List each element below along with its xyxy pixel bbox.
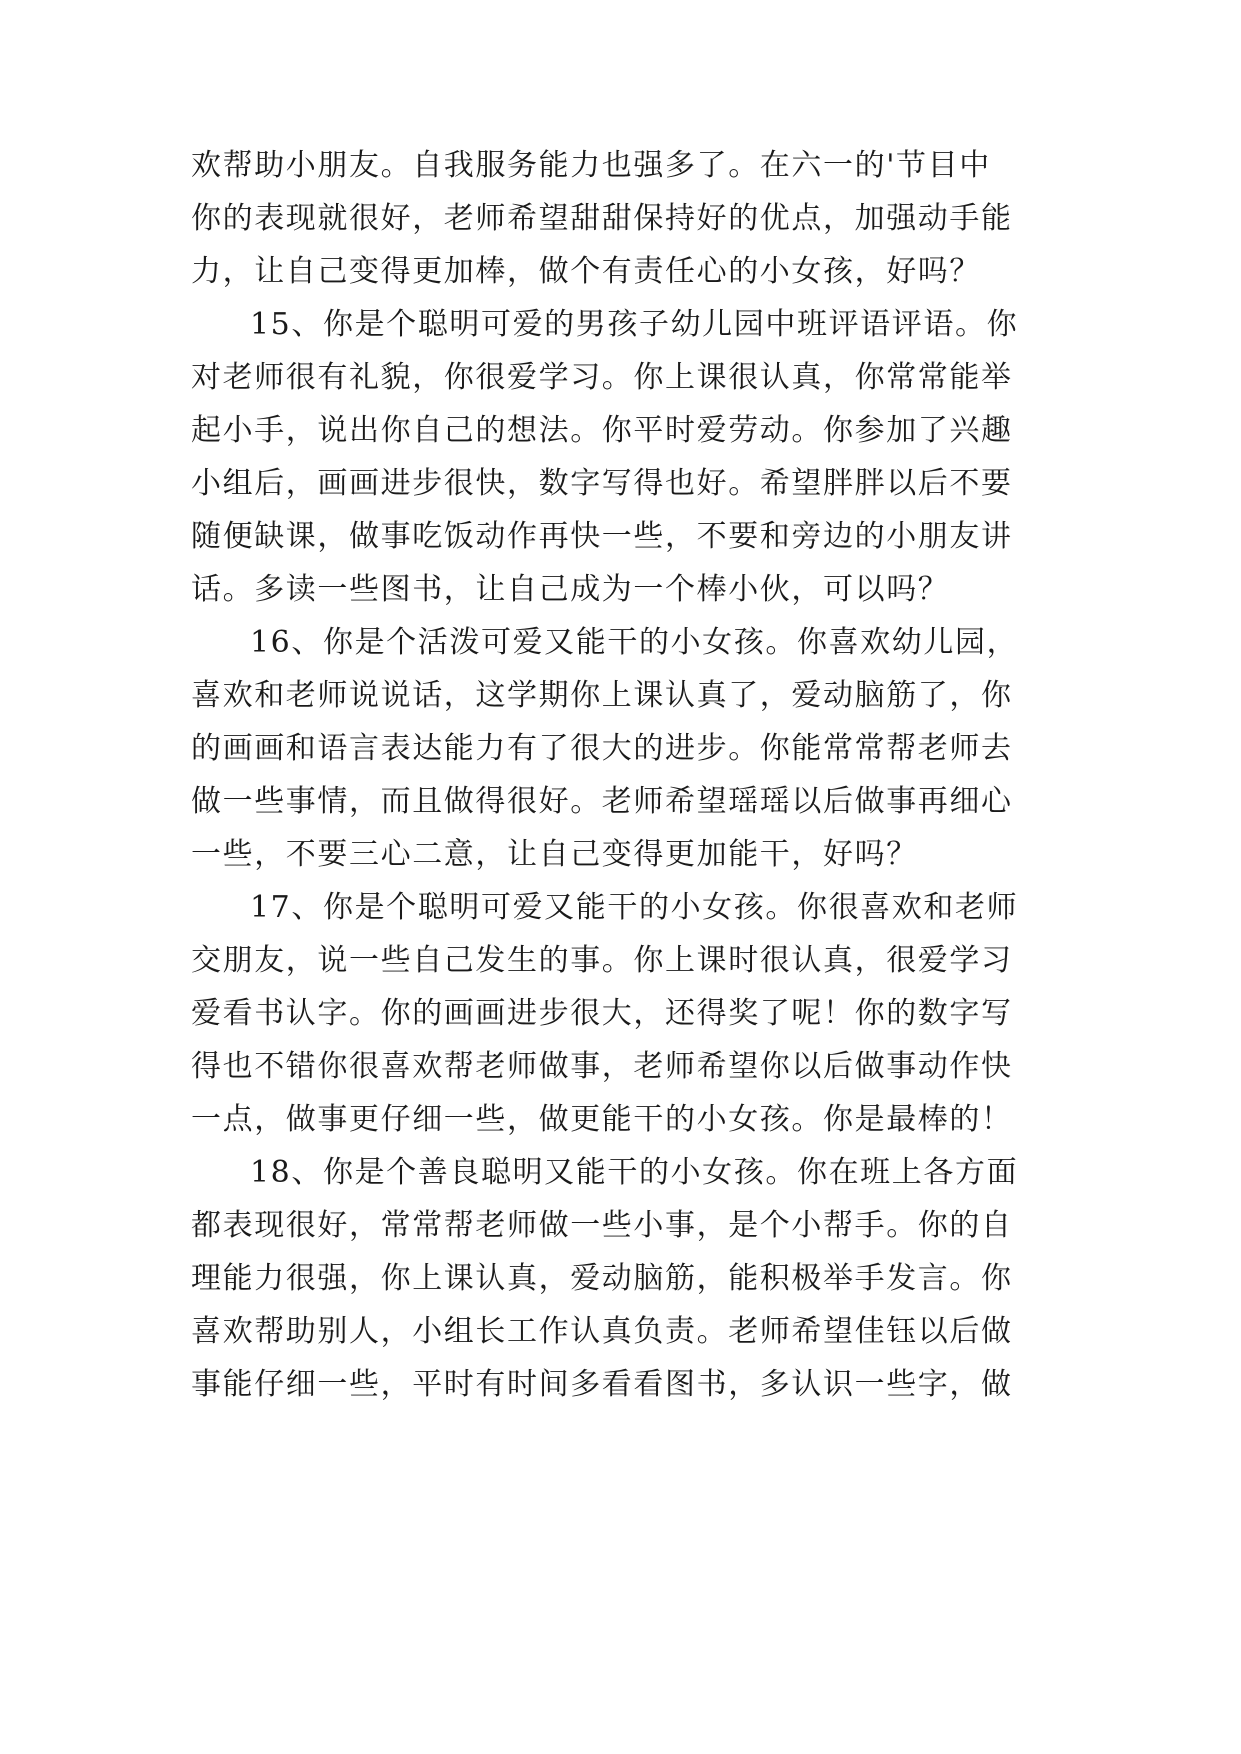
text-line: 一些，不要三心二意，让自己变得更加能干，好吗？ (191, 837, 918, 872)
text-line: 喜欢和老师说说话，这学期你上课认真了，爱动脑筋了，你 (191, 678, 1013, 713)
text-line: 的画画和语言表达能力有了很大的进步。你能常常帮老师去 (191, 731, 1013, 766)
text-line: 你的表现就很好，老师希望甜甜保持好的优点，加强动手能 (191, 201, 1013, 236)
text-line: 爱看书认字。你的画画进步很大，还得奖了呢！你的数字写 (191, 996, 1013, 1031)
text-line: 得也不错你很喜欢帮老师做事，老师希望你以后做事动作快 (191, 1049, 1013, 1084)
text-line: 力，让自己变得更加棒，做个有责任心的小女孩，好吗？ (191, 254, 981, 289)
text-line: 欢帮助小朋友。自我服务能力也强多了。在六一的'节目中 (191, 148, 991, 183)
text-line: 交朋友，说一些自己发生的事。你上课时很认真，很爱学习 (191, 943, 1013, 978)
text-line: 都表现很好，常常帮老师做一些小事，是个小帮手。你的自 (191, 1208, 1013, 1243)
text-line: 做一些事情，而且做得很好。老师希望瑶瑶以后做事再细心 (191, 784, 1013, 819)
text-line: 理能力很强，你上课认真，爱动脑筋，能积极举手发言。你 (191, 1261, 1013, 1296)
paragraph-start-17: 17、你是个聪明可爱又能干的小女孩。你很喜欢和老师 (250, 890, 1019, 925)
text-line: 一点，做事更仔细一些，做更能干的小女孩。你是最棒的！ (191, 1102, 1013, 1137)
text-line: 小组后，画画进步很快，数字写得也好。希望胖胖以后不要 (191, 466, 1013, 501)
text-line: 随便缺课，做事吃饭动作再快一些，不要和旁边的小朋友讲 (191, 519, 1013, 554)
paragraph-start-18: 18、你是个善良聪明又能干的小女孩。你在班上各方面 (250, 1155, 1019, 1190)
text-line: 事能仔细一些，平时有时间多看看图书，多认识一些字，做 (191, 1367, 1013, 1402)
paragraph-start-16: 16、你是个活泼可爱又能干的小女孩。你喜欢幼儿园， (250, 625, 1019, 660)
text-line: 喜欢帮助别人，小组长工作认真负责。老师希望佳钰以后做 (191, 1314, 1013, 1349)
paragraph-start-15: 15、你是个聪明可爱的男孩子幼儿园中班评语评语。你 (250, 307, 1019, 342)
text-line: 对老师很有礼貌，你很爱学习。你上课很认真，你常常能举 (191, 360, 1013, 395)
text-line: 话。多读一些图书，让自己成为一个棒小伙，可以吗？ (191, 572, 950, 607)
text-line: 起小手，说出你自己的想法。你平时爱劳动。你参加了兴趣 (191, 413, 1013, 448)
